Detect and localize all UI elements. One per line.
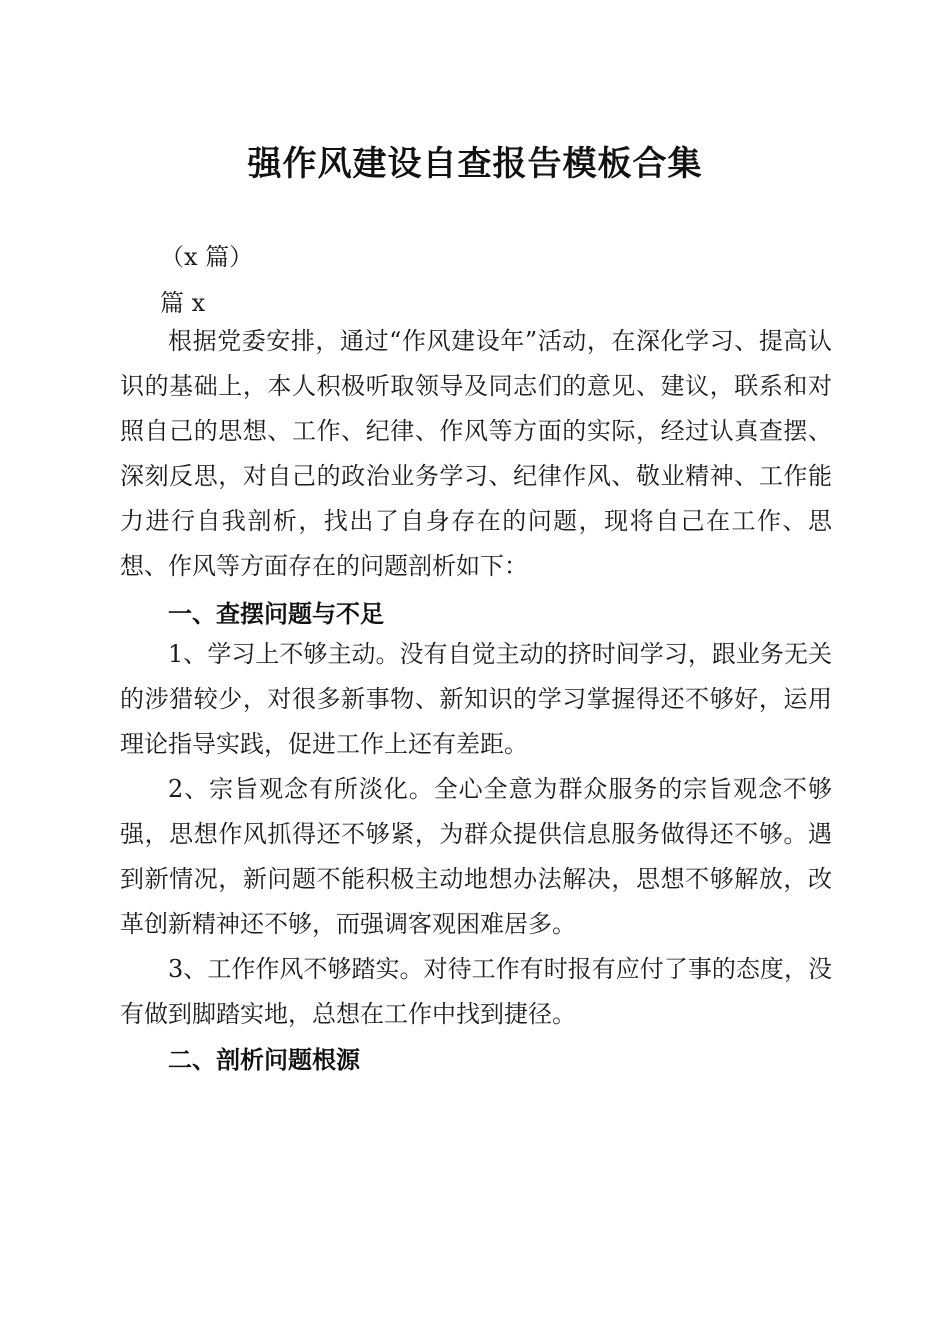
document-title: 强作风建设自查报告模板合集 bbox=[247, 144, 703, 184]
piece-label: 篇 x bbox=[160, 289, 206, 317]
item-paragraph-1: 1、学习上不够主动。没有自觉主动的挤时间学习，跟业务无关的涉猎较少，对很多新事物、新知识的学习掌握得还不够好，运用理论指导实践，促进工作上还有差距。 bbox=[120, 640, 832, 758]
item-paragraph-3: 3、工作作风不够踏实。对待工作有时报有应付了事的态度，没有做到脚踏实地，总想在工作中找到捷径。 bbox=[120, 955, 832, 1028]
section-heading-1: 一、查摆问题与不足 bbox=[168, 600, 384, 628]
item-paragraph-2: 2、宗旨观念有所淡化。全心全意为群众服务的宗旨观念不够强，思想作风抓得还不够紧，为群众提供信息服务做得还不够。遇到新情况，新问题不能积极主动地想办法解决，思想不够解放，改革创新精神还不够，而强调客观困难居多。 bbox=[120, 775, 832, 938]
count-note: （x 篇） bbox=[160, 243, 254, 271]
item-block-3 bbox=[120, 947, 832, 1037]
section-heading-2: 二、剖析问题根源 bbox=[168, 1046, 360, 1074]
intro-block bbox=[120, 319, 832, 589]
intro-paragraph: 根据党委安排，通过“作风建设年”活动，在深化学习、提高认识的基础上，本人积极听取领导及同志们的意见、建议，联系和对照自己的思想、工作、纪律、作风等方面的实际，经过认真查摆、深刻反思，对自己的政治业务学习、纪律作风、敬业精神、工作能力进行自我剖析，找出了自身存在的问题，现将自己在工作、思想、作风等方面存在的问题剖析如下： bbox=[120, 327, 832, 580]
item-block-1 bbox=[120, 632, 832, 767]
item-block-2 bbox=[120, 767, 832, 947]
